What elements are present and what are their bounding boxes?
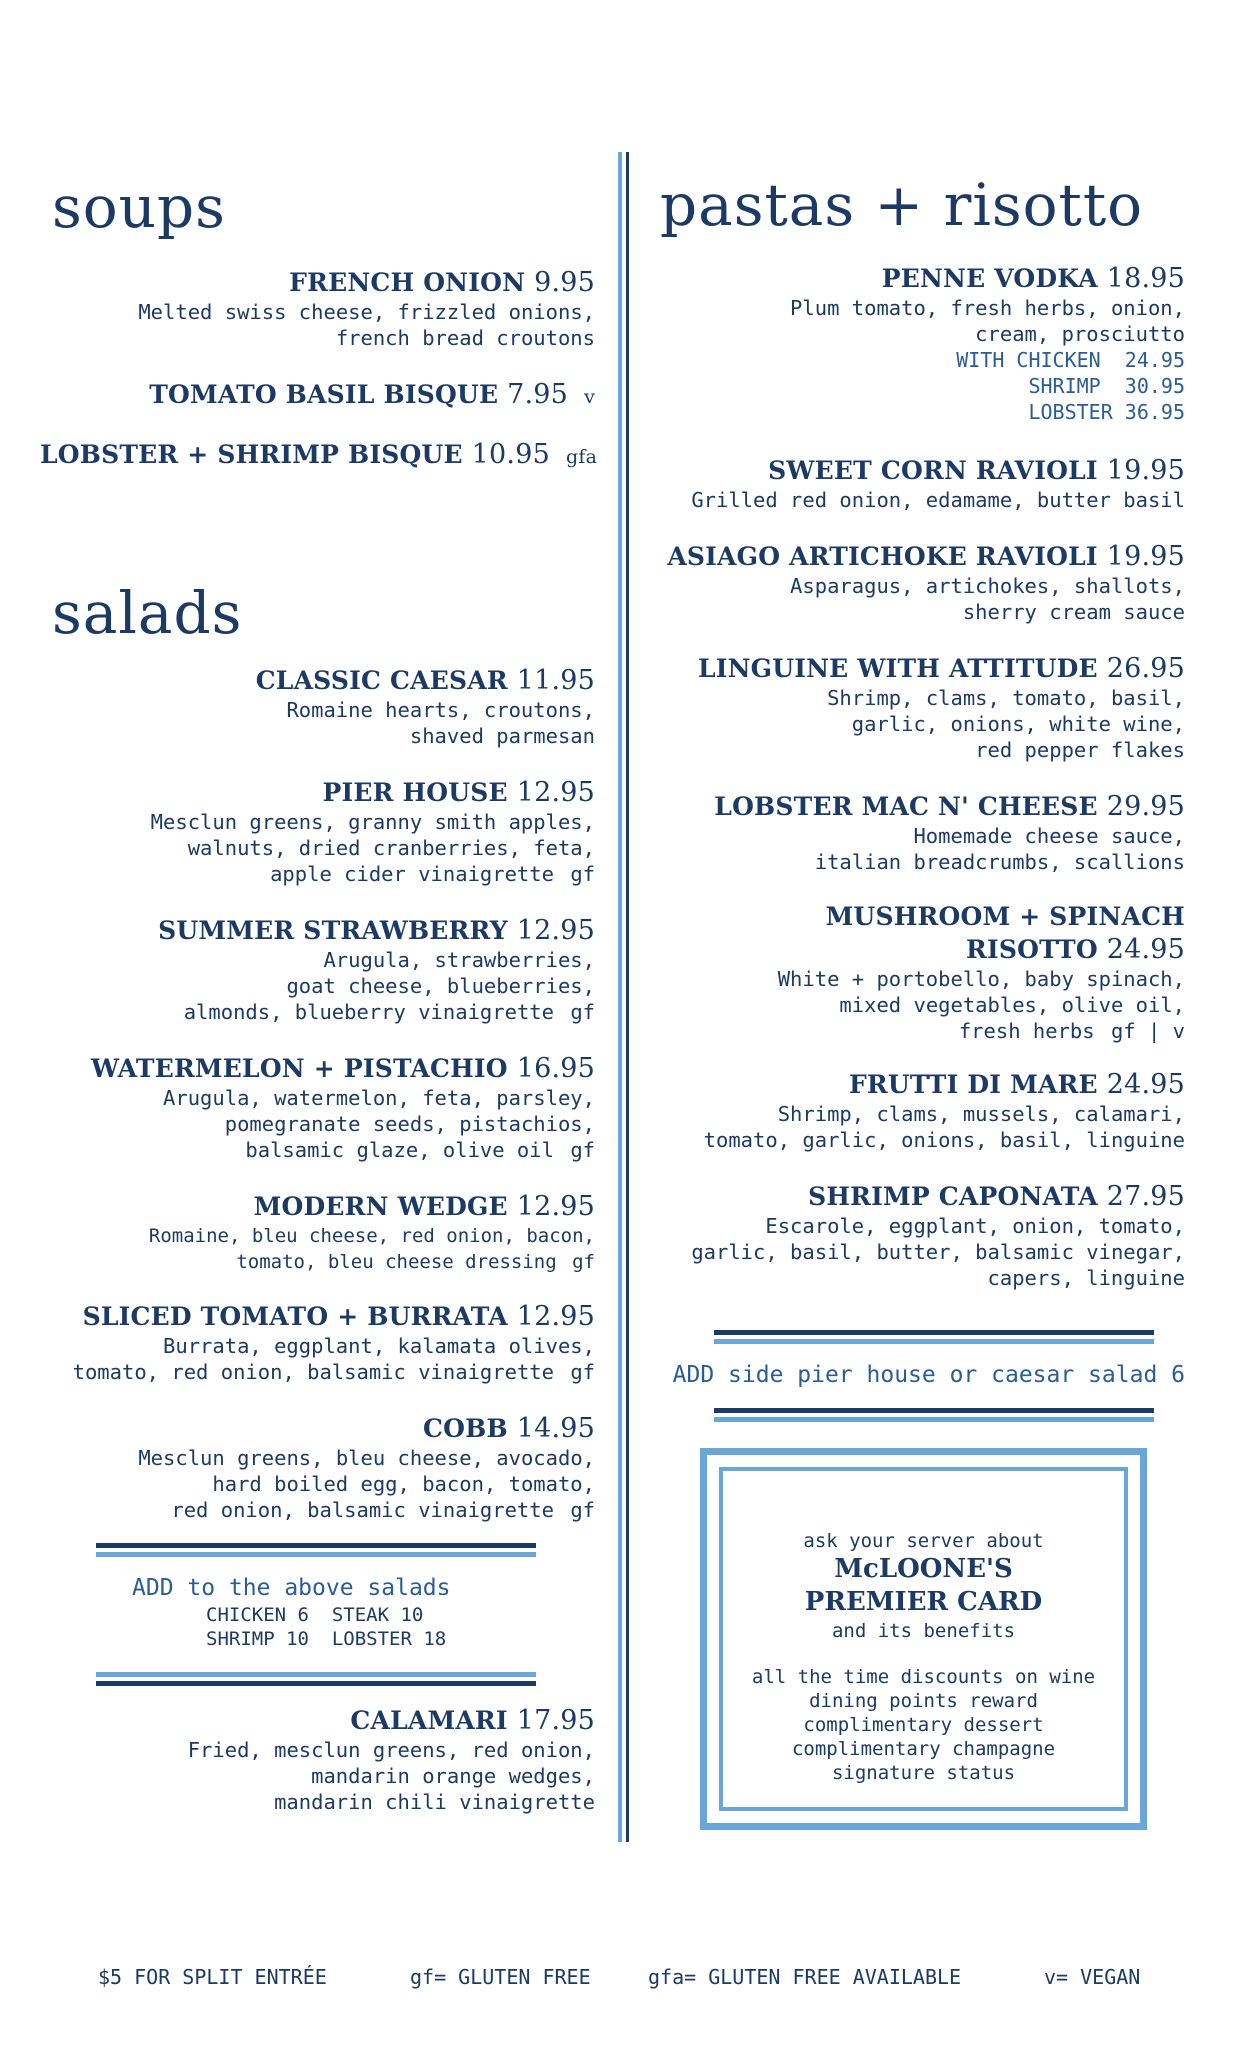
item-desc: Shrimp, clams, mussels, calamari, [777, 1102, 1185, 1126]
item-price: 9.95 [534, 267, 595, 298]
item-price: 12.95 [516, 1191, 595, 1222]
gf-tag: gf [570, 862, 595, 886]
card-intro: ask your server about [803, 1530, 1044, 1552]
item-desc: shaved parmesan [409, 724, 595, 748]
item-price: 17.95 [516, 1705, 595, 1736]
pasta-linguine-attitude [660, 652, 1185, 763]
item-desc: Mesclun greens, bleu cheese, avocado, [138, 1446, 595, 1470]
item-desc: Mesclun greens, granny smith apples, [150, 810, 595, 834]
gf-tag: gf [570, 1360, 595, 1384]
add-side-salad [660, 1360, 1185, 1390]
item-name: WATERMELON + PISTACHIO [90, 1054, 508, 1083]
rule-dark [96, 1543, 536, 1548]
item-price: 19.95 [1106, 455, 1185, 486]
legend-value: = GLUTEN FREE AVAILABLE [684, 1965, 962, 1989]
rule-dark [96, 1681, 536, 1686]
add-side-text: ADD side pier house or caesar salad 6 [672, 1362, 1185, 1388]
gf-tag: gf [570, 1498, 595, 1522]
item-price: 24.95 [1106, 934, 1185, 965]
item-desc: garlic, basil, butter, balsamic vinegar, [691, 1240, 1185, 1264]
legend-gf [410, 1965, 591, 1989]
item-price: 12.95 [516, 777, 595, 808]
addons-line: SHRIMP 10 LOBSTER 18 [206, 1628, 447, 1650]
item-name: FRUTTI DI MARE [848, 1070, 1098, 1099]
item-price: 7.95 [507, 379, 569, 410]
item-name: FRENCH ONION [289, 268, 526, 297]
pasta-asiago-ravioli [660, 540, 1185, 625]
gf-tag: gf [570, 1138, 595, 1162]
item-name: MODERN WEDGE [253, 1192, 508, 1221]
item-desc: capers, linguine [987, 1266, 1185, 1290]
item-desc: hard boiled egg, bacon, tomato, [212, 1472, 595, 1496]
rule-light [96, 1552, 536, 1557]
item-desc: Escarole, eggplant, onion, tomato, [765, 1214, 1185, 1238]
addons-heading: ADD to the above salads [132, 1575, 451, 1601]
item-desc: mixed vegetables, olive oil, [839, 993, 1185, 1017]
addon-lobster: LOBSTER 36.95 [1028, 400, 1185, 424]
item-price: 29.95 [1106, 791, 1185, 822]
item-price: 11.95 [516, 665, 595, 696]
gf-vegan-tag: gf | v [1110, 1019, 1185, 1043]
pasta-shrimp-caponata [660, 1180, 1185, 1291]
item-desc: sherry cream sauce [962, 600, 1185, 624]
item-name: LOBSTER MAC N' CHEESE [714, 792, 1098, 821]
item-desc: Melted swiss cheese, frizzled onions, [138, 300, 595, 324]
salad-summer-strawberry [40, 914, 595, 1025]
item-name: RISOTTO [966, 935, 1098, 964]
item-desc: Asparagus, artichokes, shallots, [790, 574, 1185, 598]
item-price: 12.95 [516, 1301, 595, 1332]
legend-value: = GLUTEN FREE [434, 1965, 591, 1989]
legend-vegan [1044, 1965, 1140, 1989]
salad-pier-house [40, 776, 595, 887]
item-desc: red onion, balsamic vinaigrette [171, 1498, 554, 1522]
item-desc: White + portobello, baby spinach, [777, 967, 1185, 991]
salad-classic-caesar [40, 664, 595, 749]
item-price: 26.95 [1106, 653, 1185, 684]
item-name: SUMMER STRAWBERRY [158, 916, 508, 945]
salad-tomato-burrata [40, 1300, 595, 1385]
item-desc: mandarin orange wedges, [311, 1764, 595, 1788]
divider-light [618, 152, 622, 1842]
item-price: 27.95 [1106, 1181, 1185, 1212]
item-name: CLASSIC CAESAR [255, 666, 508, 695]
salad-watermelon-pistachio [40, 1052, 595, 1163]
gfa-tag: gfa [565, 446, 598, 468]
legend-key: gf [410, 1965, 435, 1989]
item-price: 16.95 [516, 1053, 595, 1084]
item-desc: french bread croutons [335, 326, 595, 350]
legend-key: gfa [648, 1965, 685, 1989]
item-desc: Arugula, watermelon, feta, parsley, [163, 1086, 595, 1110]
item-name: PENNE VODKA [881, 264, 1098, 293]
item-desc: Plum tomato, fresh herbs, onion, [790, 296, 1185, 320]
item-price: 12.95 [516, 915, 595, 946]
item-desc: tomato, red onion, balsamic vinaigrette [72, 1360, 554, 1384]
item-desc: Romaine, bleu cheese, red onion, bacon, [148, 1225, 595, 1247]
item-desc: walnuts, dried cranberries, feta, [187, 836, 595, 860]
salad-cobb [40, 1412, 595, 1523]
item-desc: red pepper flakes [975, 738, 1185, 762]
item-name: SLICED TOMATO + BURRATA [82, 1302, 508, 1331]
vegan-tag: v [584, 386, 595, 408]
item-price: 14.95 [516, 1413, 595, 1444]
item-name: COBB [423, 1414, 508, 1443]
pastas-title: pastas + risotto [660, 171, 1144, 239]
item-desc: apple cider vinaigrette [270, 862, 554, 886]
card-brand: McLOONE'S [834, 1554, 1013, 1584]
item-desc: tomato, bleu cheese dressing [236, 1251, 557, 1273]
pasta-penne-vodka [660, 262, 1185, 425]
item-price: 19.95 [1106, 541, 1185, 572]
item-name: PIER HOUSE [322, 778, 508, 807]
item-desc: balsamic glaze, olive oil [245, 1138, 554, 1162]
item-name: ASIAGO ARTICHOKE RAVIOLI [667, 542, 1098, 571]
pasta-sweet-corn-ravioli [660, 454, 1185, 513]
legend-key: v [1044, 1965, 1057, 1989]
rule-light [714, 1339, 1154, 1344]
item-name: SWEET CORN RAVIOLI [768, 456, 1098, 485]
item-desc: fresh herbs [958, 1019, 1095, 1043]
soup-tomato-basil [40, 378, 595, 414]
risotto-mushroom-spinach [660, 900, 1185, 1044]
item-price: 18.95 [1106, 263, 1185, 294]
salads-title: salads [52, 579, 243, 647]
item-name: SHRIMP CAPONATA [808, 1182, 1098, 1211]
item-desc: italian breadcrumbs, scallions [814, 850, 1185, 874]
salad-addons [132, 1573, 451, 1651]
card-benefit: dining points reward [809, 1690, 1038, 1712]
calamari [40, 1704, 595, 1815]
item-desc: almonds, blueberry vinaigrette [183, 1000, 554, 1024]
premier-card-box [700, 1448, 1147, 1830]
item-desc: Grilled red onion, edamame, butter basil [691, 488, 1185, 512]
rule-dark [714, 1330, 1154, 1335]
pasta-lobster-mac [660, 790, 1185, 875]
card-subtitle: and its benefits [831, 1620, 1016, 1642]
soups-title: soups [52, 173, 226, 241]
addons-line: CHICKEN 6 STEAK 10 [206, 1604, 424, 1626]
item-desc: Romaine hearts, croutons, [286, 698, 595, 722]
card-benefit: all the time discounts on wine [751, 1666, 1096, 1688]
item-desc: cream, prosciutto [975, 322, 1185, 346]
legend-split-entree: $5 FOR SPLIT ENTRÉE [98, 1965, 327, 1989]
item-desc: goat cheese, blueberries, [286, 974, 595, 998]
gf-tag: gf [570, 1000, 595, 1024]
item-name: TOMATO BASIL BISQUE [149, 380, 499, 409]
addon-chicken: WITH CHICKEN 24.95 [956, 348, 1185, 372]
item-desc: garlic, onions, white wine, [851, 712, 1185, 736]
item-name: LOBSTER + SHRIMP BISQUE [40, 440, 463, 469]
divider-dark [626, 152, 629, 1842]
item-name: MUSHROOM + SPINACH [825, 902, 1185, 931]
rule-light [714, 1417, 1154, 1422]
card-benefit: signature status [831, 1762, 1016, 1784]
card-benefit: complimentary champagne [791, 1738, 1056, 1760]
card-brand: PREMIER CARD [804, 1587, 1043, 1617]
soup-french-onion [40, 266, 595, 351]
gf-tag: gf [572, 1251, 595, 1273]
item-desc: Homemade cheese sauce, [913, 824, 1185, 848]
item-desc: tomato, garlic, onions, basil, linguine [703, 1128, 1185, 1152]
card-benefit: complimentary dessert [803, 1714, 1044, 1736]
legend-value: = VEGAN [1056, 1965, 1141, 1989]
soup-lobster-shrimp [40, 438, 598, 474]
rule-light [96, 1672, 536, 1677]
item-name: LINGUINE WITH ATTITUDE [697, 654, 1098, 683]
item-desc: mandarin chili vinaigrette [274, 1790, 595, 1814]
item-desc: pomegranate seeds, pistachios, [224, 1112, 595, 1136]
item-name: CALAMARI [350, 1706, 508, 1735]
item-desc: Shrimp, clams, tomato, basil, [827, 686, 1185, 710]
rule-dark [714, 1408, 1154, 1413]
salad-modern-wedge [40, 1190, 595, 1275]
premier-card-inner [719, 1467, 1128, 1811]
item-price: 24.95 [1106, 1069, 1185, 1100]
item-desc: Fried, mesclun greens, red onion, [187, 1738, 595, 1762]
pasta-frutti-di-mare [660, 1068, 1185, 1153]
item-desc: Burrata, eggplant, kalamata olives, [163, 1334, 595, 1358]
item-desc: Arugula, strawberries, [323, 948, 595, 972]
item-price: 10.95 [471, 439, 550, 470]
legend-gfa [648, 1965, 961, 1989]
addon-shrimp: SHRIMP 30.95 [1028, 374, 1185, 398]
